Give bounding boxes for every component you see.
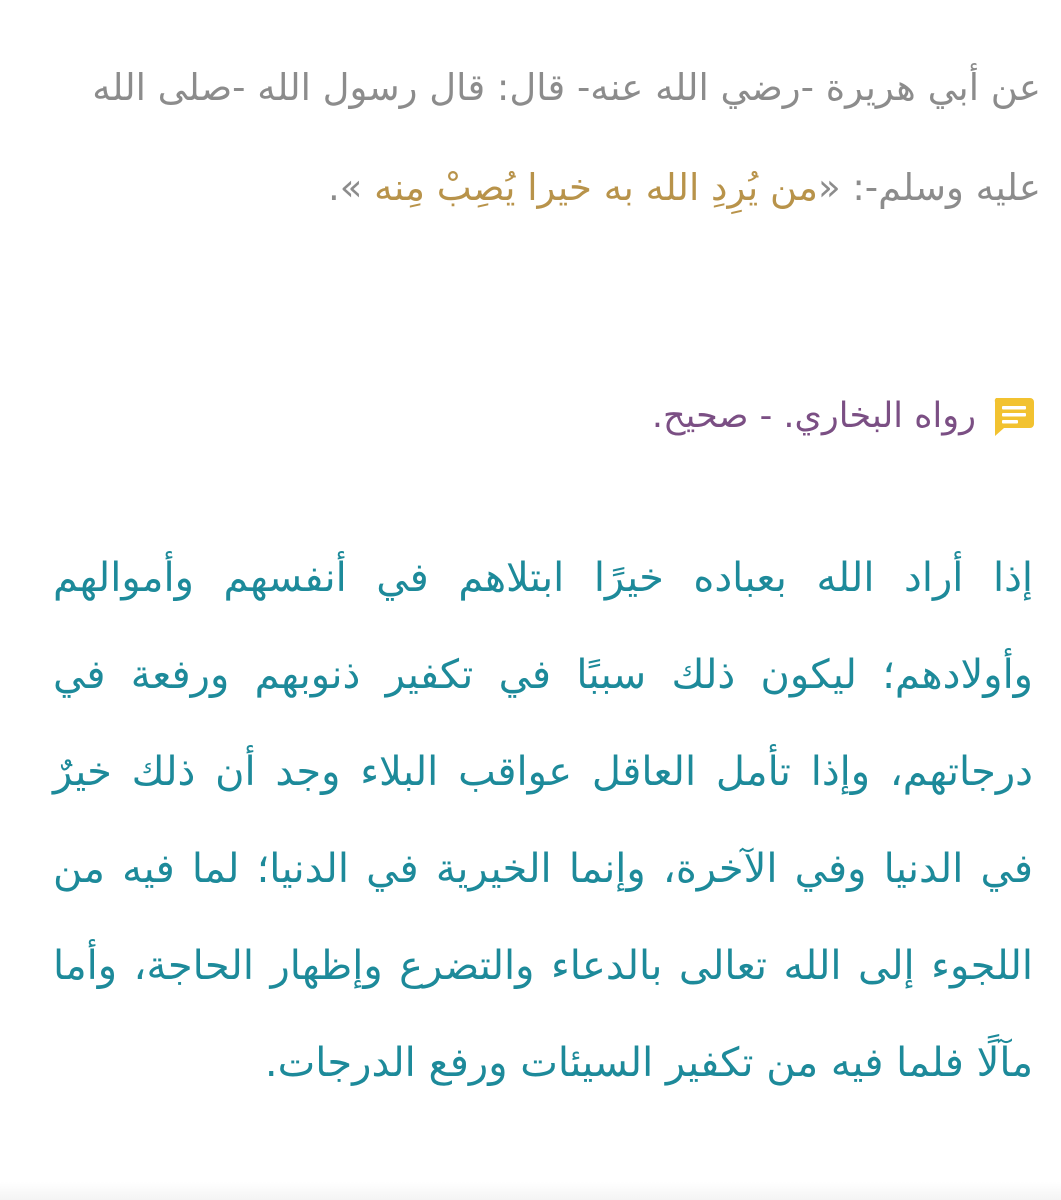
hadith-quote: من يُرِدِ الله به خيرا يُصِبْ مِنه xyxy=(374,166,818,209)
bottom-fade xyxy=(0,1182,1061,1200)
hadith-source xyxy=(36,390,1036,442)
hadith-text xyxy=(31,38,1041,238)
comment-icon xyxy=(990,394,1036,438)
source-text: رواه البخاري. - صحيح. xyxy=(651,396,976,436)
hadith-intro: عن أبي هريرة -رضي الله عنه- قال: قال رسول الله -صلى الله عليه وسلم-: « xyxy=(92,66,1041,209)
hadith-closing: ». xyxy=(327,166,375,209)
hadith-explanation: إذا أراد الله بعباده خيرًا ابتلاهم في أنفسهم وأموالهم وأولادهم؛ ليكون ذلك سببًا في تكفير ذنوبهم ورفعة في درجاتهم، وإذا تأمل العاقل عواقب البلاء وجد أن ذلك خيرٌ في الدنيا وفي الآخرة، وإنما الخيرية في الدنيا؛ لما فيه من اللجوء إلى الله تعالى بالدعاء والتضرع وإظهار الحاجة، وأما مآلًا فلما فيه من تكفير السيئات ورفع الدرجات. xyxy=(53,555,1033,1086)
